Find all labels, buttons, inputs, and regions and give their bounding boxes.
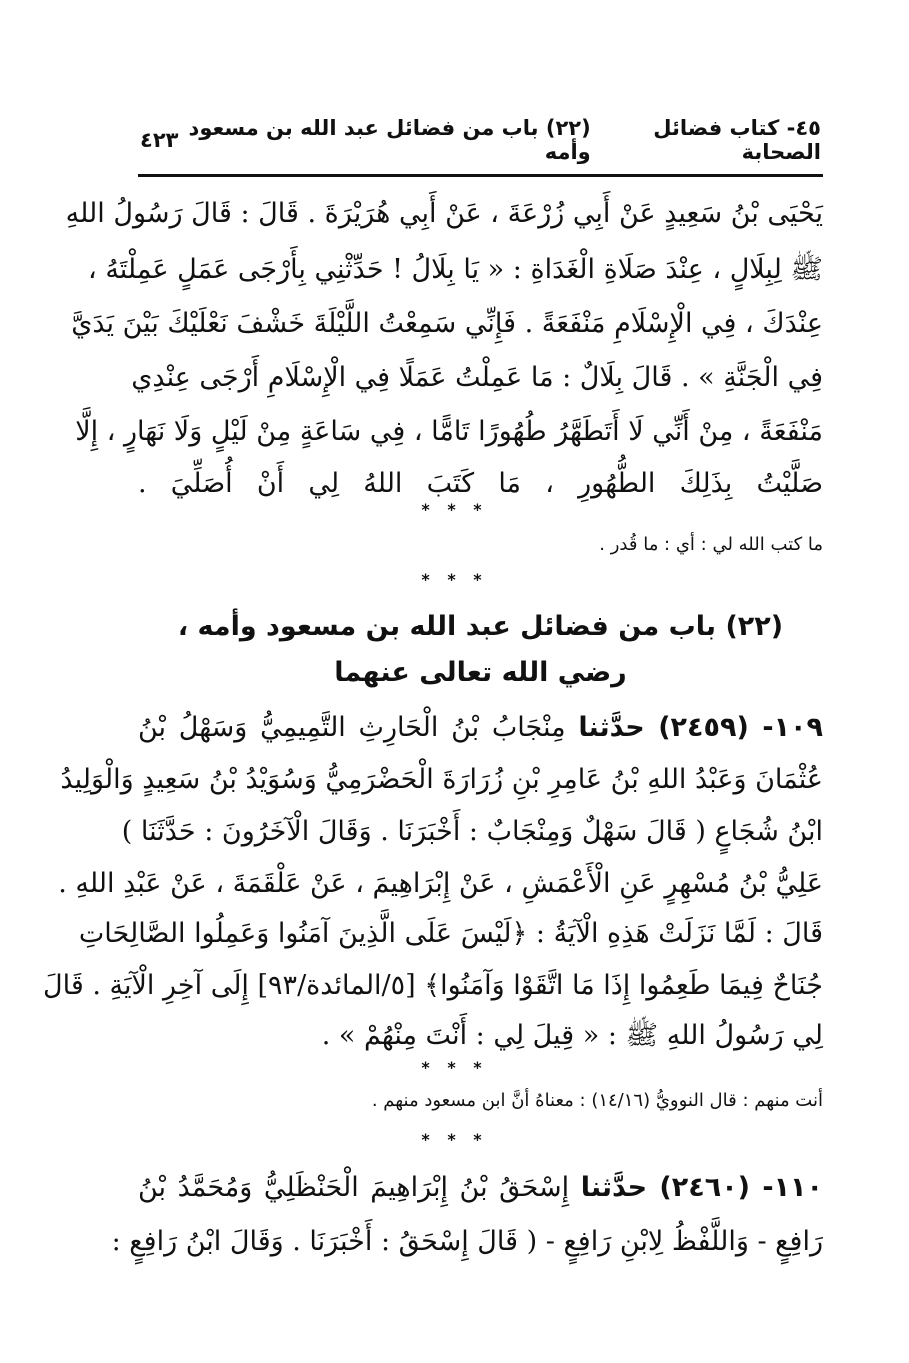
chapter-subtitle: رضي الله تعالى عنهما [334,657,627,688]
hadith-first-line-text: مِنْجَابُ بْنُ الْحَارِثِ التَّمِيمِيُّ وَسَهْلُ بْنُ [138,712,566,743]
separator: * * * [421,570,488,589]
hadith-number: ١٠٩- (٢٤٥٩) حدَّثنا [578,712,824,743]
text-line: ﷺ لِبِلَالٍ ، عِنْدَ صَلَاةِ الْغَدَاةِ : « يَا بِلَالُ ! حَدِّثْنِي بِأَرْجَى عَمَلٍ عَمِلْتَهُ ، [88,254,823,285]
text-line: صَلَّيْتُ بِذَلِكَ الطُّهُورِ ، مَا كَتَبَ اللهُ لِي أَنْ أُصَلِّيَ . [138,468,823,499]
page-header [140,118,821,162]
text-line: لِي رَسُولُ اللهِ ﷺ : « قِيلَ لِي : أَنْتَ مِنْهُمْ » . [321,1020,823,1051]
text-line: يَحْيَى بْنُ سَعِيدٍ عَنْ أَبِي زُرْعَةَ ، عَنْ أَبِي هُرَيْرَةَ . قَالَ : قَالَ رَسُولُ اللهِ [65,198,823,229]
text-line: عَلِيُّ بْنُ مُسْهِرٍ عَنِ الْأَعْمَشِ ، عَنْ إِبْرَاهِيمَ ، عَنْ عَلْقَمَةَ ، عَنْ عَبْدِ اللهِ . [58,868,823,899]
header-chapter-title: (٢٢) باب من فضائل عبد الله بن مسعود وأمه [188,116,591,164]
note-line: أنت منهم : قال النوويُّ (١٤/١٦) : معناهُ أنَّ ابن مسعود منهم . [371,1090,823,1111]
hadith-first-line-text: إِسْحَقُ بْنُ إِبْرَاهِيمَ الْحَنْظَلِيُّ وَمُحَمَّدُ بْنُ [138,1172,570,1203]
text-line: جُنَاحٌ فِيمَا طَعِمُوا إِذَا مَا اتَّقَوْا وَآمَنُوا﴾ [٥/المائدة/٩٣] إِلَى آخِرِ الْآيَةِ . قَالَ [43,970,823,1001]
header-rule [138,174,823,177]
text-line: فِي الْجَنَّةِ » . قَالَ بِلَالٌ : مَا عَمِلْتُ عَمَلًا فِي الْإِسْلَامِ أَرْجَى عِنْدِي [131,362,823,393]
separator: * * * [421,500,488,519]
header-book-title: ٤٥- كتاب فضائل الصحابة [653,116,821,164]
hadith-first-line [138,1160,823,1216]
text-line: عُثْمَانَ وَعَبْدُ اللهِ بْنُ عَامِرِ بْنِ زُرَارَةَ الْحَضْرَمِيُّ وَسُوَيْدُ بْنُ سَعِيدٍ وَالْوَلِيدُ [60,764,823,795]
text-line: رَافِعٍ - وَاللَّفْظُ لِابْنِ رَافِعٍ - ( قَالَ إِسْحَقُ : أَخْبَرَنَا . وَقَالَ ابْنُ رَافِعٍ : [111,1226,823,1257]
text-line: عِنْدَكَ ، فِي الْإِسْلَامِ مَنْفَعَةً . فَإِنِّي سَمِعْتُ اللَّيْلَةَ خَشْفَ نَعْلَيْكَ بَيْنَ يَدَيَّ [71,308,823,339]
separator: * * * [421,1058,488,1077]
note-line: ما كتب الله لي : أي : ما قُدر . [599,534,823,555]
text-line: قَالَ : لَمَّا نَزَلَتْ هَذِهِ الْآيَةُ : ﴿لَيْسَ عَلَى الَّذِينَ آمَنُوا وَعَمِلُوا الصَّالِحَاتِ [78,918,823,949]
text-line: ابْنُ شُجَاعٍ ( قَالَ سَهْلٌ وَمِنْجَابٌ : أَخْبَرَنَا . وَقَالَ الْآخَرُونَ : حَدَّثَنَا ) [121,816,823,847]
chapter-title: (٢٢) باب من فضائل عبد الله بن مسعود وأمه ، [177,611,784,642]
text-line: مَنْفَعَةً ، مِنْ أَنِّي لَا أَتَطَهَّرُ طُهُورًا تَامًّا ، فِي سَاعَةٍ مِنْ لَيْلٍ وَلَا نَهَارٍ ، إِلَّا [75,416,823,447]
hadith-number: ١١٠- (٢٤٦٠) حدَّثنا [580,1172,824,1203]
separator: * * * [421,1130,488,1149]
hadith-first-line [138,700,823,756]
page-number: ٤٢٣ [140,128,179,152]
